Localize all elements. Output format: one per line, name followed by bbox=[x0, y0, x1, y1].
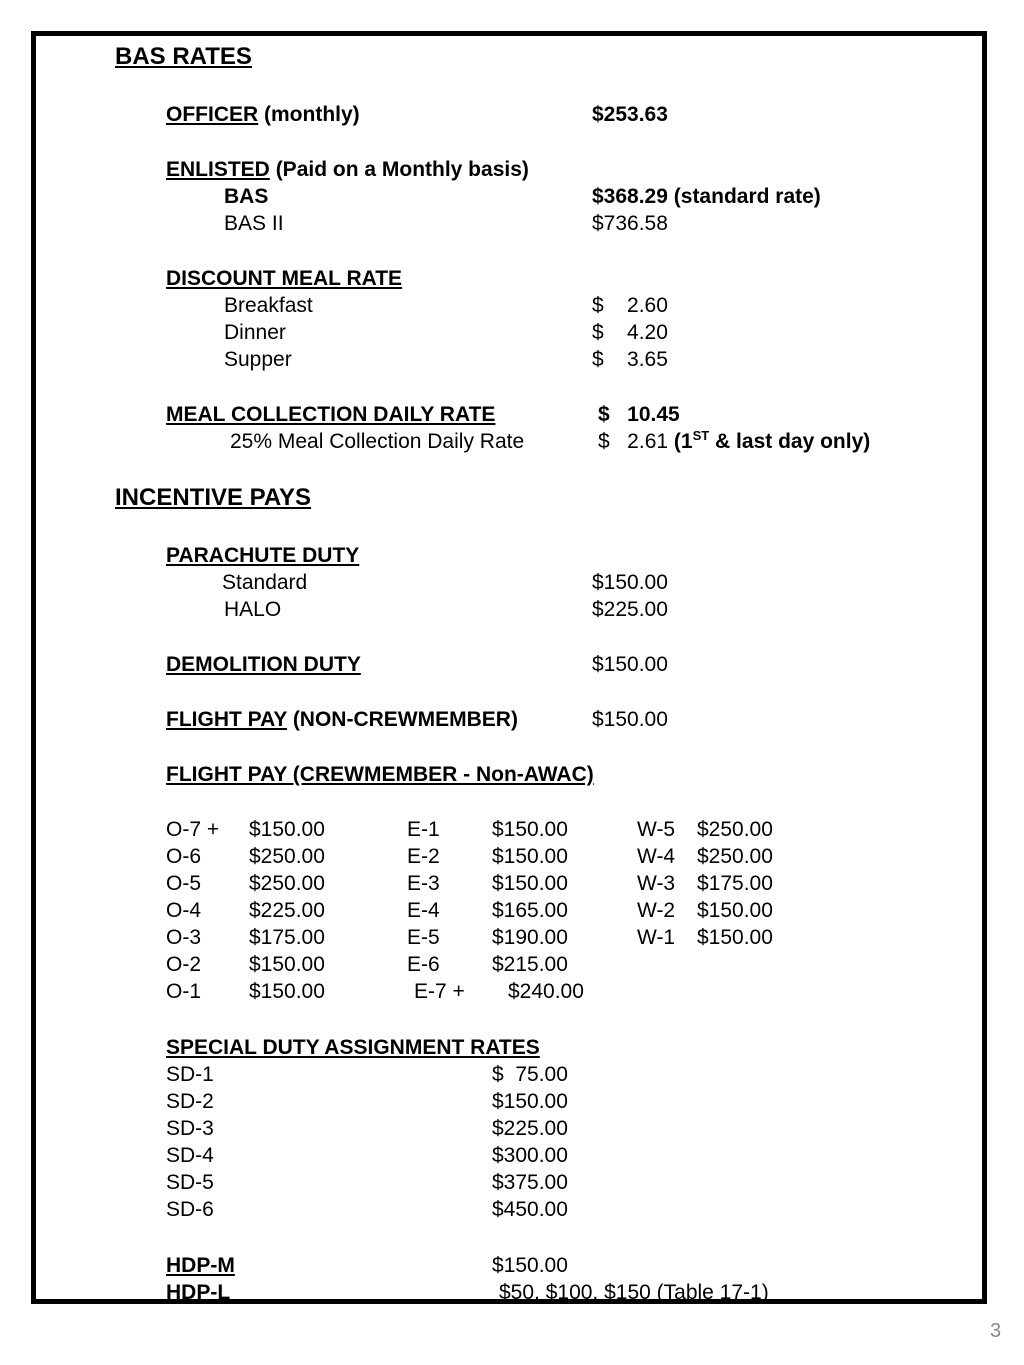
officer-grade: O-6 bbox=[166, 845, 202, 868]
meal-collection-amount: $ 10.45 bbox=[598, 403, 680, 426]
officer-amount: $175.00 bbox=[249, 926, 325, 949]
warrant-amount: $250.00 bbox=[697, 845, 773, 868]
sd-amount: $225.00 bbox=[492, 1117, 568, 1140]
enlisted-amount: $150.00 bbox=[492, 872, 568, 895]
discount-meal-rate-heading: DISCOUNT MEAL RATE bbox=[166, 267, 403, 290]
enlisted-amount: $190.00 bbox=[492, 926, 568, 949]
officer-row bbox=[166, 103, 360, 127]
warrant-grade: W-3 bbox=[637, 872, 676, 895]
note-suffix: & last day only) bbox=[709, 430, 871, 453]
hdp-l-label: HDP-L bbox=[166, 1281, 231, 1304]
enlisted-label: ENLISTED bbox=[166, 158, 270, 181]
enlisted-grade: E-1 bbox=[407, 818, 440, 841]
officer-amount: $250.00 bbox=[249, 872, 325, 895]
enlisted-amount: $240.00 bbox=[508, 980, 584, 1003]
bas-note: (standard rate) bbox=[673, 185, 821, 208]
officer-label: OFFICER bbox=[166, 103, 259, 126]
officer-grade: O-4 bbox=[166, 899, 202, 922]
enlisted-amount: $165.00 bbox=[492, 899, 568, 922]
breakfast-amount: $ 2.60 bbox=[592, 294, 668, 317]
special-duty-heading: SPECIAL DUTY ASSIGNMENT RATES bbox=[166, 1036, 540, 1059]
enlisted-row bbox=[166, 158, 529, 182]
bas-rates-heading: BAS RATES bbox=[115, 43, 252, 70]
sd-code: SD-6 bbox=[166, 1198, 214, 1221]
warrant-grade: W-5 bbox=[637, 818, 676, 841]
dinner-label: Dinner bbox=[224, 321, 286, 344]
sd-code: SD-5 bbox=[166, 1171, 214, 1194]
officer-grade: O-7 + bbox=[166, 818, 220, 841]
bas-amount-row bbox=[592, 185, 821, 209]
enlisted-grade: E-7 + bbox=[414, 980, 465, 1003]
standard-amount: $150.00 bbox=[592, 571, 668, 594]
officer-grade: O-3 bbox=[166, 926, 202, 949]
standard-label: Standard bbox=[222, 571, 308, 594]
note-superscript: ST bbox=[692, 428, 710, 443]
meal-collection-25-note bbox=[674, 430, 870, 453]
parachute-duty-heading: PARACHUTE DUTY bbox=[166, 544, 360, 567]
flight-pay-non-crew-amount: $150.00 bbox=[592, 708, 668, 731]
meal-collection-25-label: 25% Meal Collection Daily Rate bbox=[230, 430, 525, 453]
halo-label: HALO bbox=[224, 598, 282, 621]
enlisted-grade: E-5 bbox=[407, 926, 440, 949]
sd-code: SD-4 bbox=[166, 1144, 214, 1167]
breakfast-label: Breakfast bbox=[224, 294, 313, 317]
sd-amount: $450.00 bbox=[492, 1198, 568, 1221]
page-number: 3 bbox=[990, 1320, 1002, 1342]
officer-amount: $253.63 bbox=[592, 103, 668, 126]
warrant-amount: $150.00 bbox=[697, 926, 773, 949]
supper-label: Supper bbox=[224, 348, 292, 371]
demolition-duty-label: DEMOLITION DUTY bbox=[166, 653, 361, 676]
warrant-amount: $250.00 bbox=[697, 818, 773, 841]
note-prefix: (1 bbox=[673, 430, 693, 453]
officer-grade: O-1 bbox=[166, 980, 202, 1003]
flight-pay-qualifier: (NON-CREWMEMBER) bbox=[292, 708, 518, 731]
hdp-l-amount: $50, $100, $150 (Table 17-1) bbox=[499, 1281, 769, 1304]
warrant-grade: W-2 bbox=[637, 899, 676, 922]
demolition-duty-amount: $150.00 bbox=[592, 653, 668, 676]
meal-collection-25-amount: $ 2.61 bbox=[598, 430, 669, 453]
warrant-grade: W-1 bbox=[637, 926, 676, 949]
enlisted-grade: E-2 bbox=[407, 845, 440, 868]
officer-grade: O-5 bbox=[166, 872, 202, 895]
warrant-amount: $150.00 bbox=[697, 899, 773, 922]
officer-grade: O-2 bbox=[166, 953, 202, 976]
bas-amount: $368.29 bbox=[592, 185, 668, 208]
dinner-amount: $ 4.20 bbox=[592, 321, 668, 344]
officer-amount: $250.00 bbox=[249, 845, 325, 868]
flight-pay-label: FLIGHT PAY bbox=[166, 708, 287, 731]
flight-pay-crew-heading: FLIGHT PAY (CREWMEMBER - Non-AWAC) bbox=[166, 763, 594, 786]
enlisted-amount: $150.00 bbox=[492, 818, 568, 841]
officer-amount: $150.00 bbox=[249, 980, 325, 1003]
enlisted-grade: E-4 bbox=[407, 899, 440, 922]
meal-collection-label: MEAL COLLECTION DAILY RATE bbox=[166, 403, 496, 426]
officer-amount: $150.00 bbox=[249, 953, 325, 976]
halo-amount: $225.00 bbox=[592, 598, 668, 621]
hdp-m-label: HDP-M bbox=[166, 1254, 235, 1277]
warrant-amount: $175.00 bbox=[697, 872, 773, 895]
incentive-pays-heading: INCENTIVE PAYS bbox=[115, 484, 312, 511]
officer-amount: $150.00 bbox=[249, 818, 325, 841]
sd-amount: $150.00 bbox=[492, 1090, 568, 1113]
sd-code: SD-1 bbox=[166, 1063, 214, 1086]
sd-code: SD-3 bbox=[166, 1117, 214, 1140]
bas-label: BAS bbox=[224, 185, 269, 208]
enlisted-amount: $150.00 bbox=[492, 845, 568, 868]
enlisted-qualifier: (Paid on a Monthly basis) bbox=[275, 158, 529, 181]
sd-amount: $300.00 bbox=[492, 1144, 568, 1167]
officer-qualifier: (monthly) bbox=[264, 103, 360, 126]
supper-amount: $ 3.65 bbox=[592, 348, 668, 371]
hdp-m-amount: $150.00 bbox=[492, 1254, 568, 1277]
sd-amount: $ 75.00 bbox=[492, 1063, 568, 1086]
enlisted-grade: E-6 bbox=[407, 953, 440, 976]
flight-pay-non-crew-row bbox=[166, 708, 518, 732]
enlisted-grade: E-3 bbox=[407, 872, 440, 895]
warrant-grade: W-4 bbox=[637, 845, 676, 868]
meal-collection-25-row bbox=[598, 430, 870, 454]
sd-amount: $375.00 bbox=[492, 1171, 568, 1194]
bas-ii-amount: $736.58 bbox=[592, 212, 668, 235]
bas-ii-label: BAS II bbox=[224, 212, 284, 235]
officer-amount: $225.00 bbox=[249, 899, 325, 922]
sd-code: SD-2 bbox=[166, 1090, 214, 1113]
enlisted-amount: $215.00 bbox=[492, 953, 568, 976]
